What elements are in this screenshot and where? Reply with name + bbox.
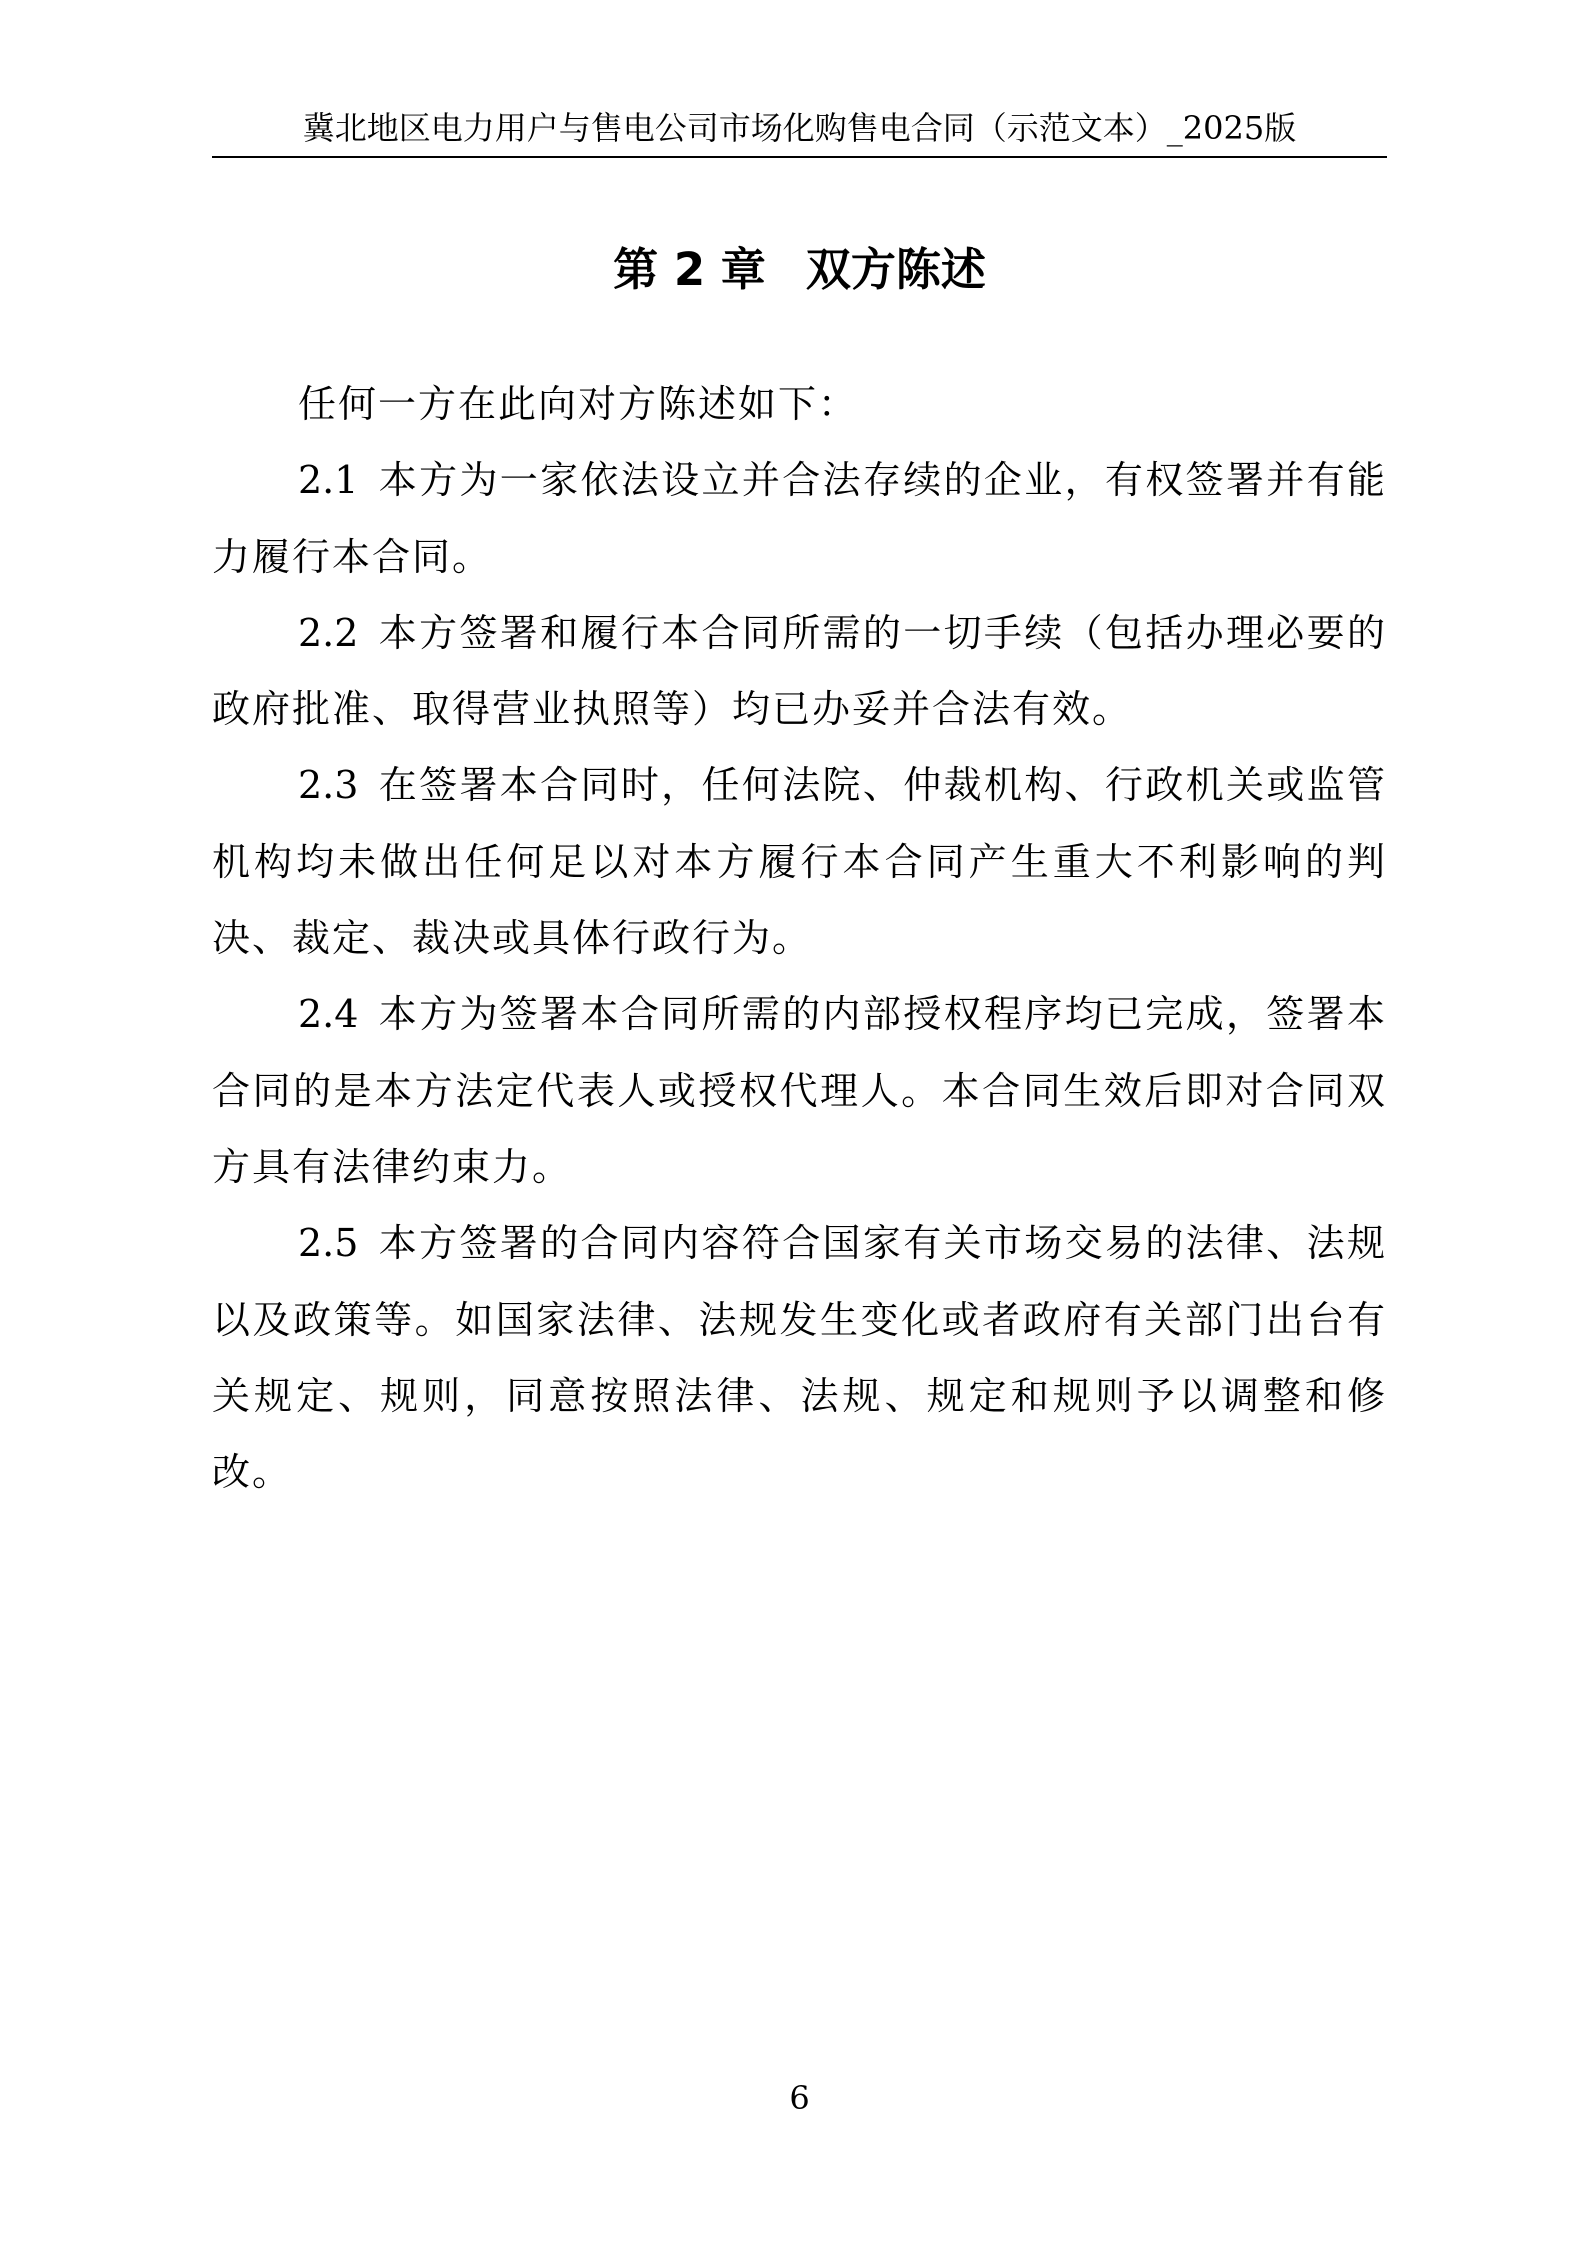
clause-paragraph [212,595,1387,748]
clause-text: 本方签署的合同内容符合国家有关市场交易的法律、法规以及政策等。如国家法律、法规发生变化或者政府有关部门出台有关规定、规则，同意按照法律、法规、规定和规则予以调整和修改。 [212,1221,1387,1495]
clause-text: 本方签署和履行本合同所需的一切手续（包括办理必要的政府批准、取得营业执照等）均已办妥并合法有效。 [212,610,1387,732]
running-header: 冀北地区电力用户与售电公司市场化购售电合同（示范文本）_2025版 [302,109,1297,147]
body-text [212,366,1387,1510]
clause-text: 本方为一家依法设立并合法存续的企业，有权签署并有能力履行本合同。 [212,458,1387,579]
intro-paragraph: 任何一方在此向对方陈述如下： [298,382,859,426]
clause-number: 2.3 [298,763,359,808]
header-divider [212,156,1387,158]
clause-text: 在签署本合同时，任何法院、仲裁机构、行政机关或监管机构均未做出任何足以对本方履行本合同产生重大不利影响的判决、裁定、裁决或具体行政行为。 [212,763,1387,961]
chapter-heading [212,240,1387,300]
clause-number: 2.5 [298,1221,359,1266]
clause-text: 本方为签署本合同所需的内部授权程序均已完成，签署本合同的是本方法定代表人或授权代理人。本合同生效后即对合同双方具有法律约束力。 [212,992,1387,1189]
clause-paragraph [212,1205,1387,1510]
chapter-number: 第 2 章 [613,243,766,296]
clause-paragraph [212,976,1387,1205]
clause-number: 2.4 [298,992,359,1037]
page-number: 6 [789,2079,810,2117]
chapter-title: 双方陈述 [805,243,986,296]
clause-number: 2.2 [298,610,359,655]
clause-paragraph [212,747,1387,976]
clause-paragraph [212,442,1387,595]
clause-number: 2.1 [298,458,359,503]
